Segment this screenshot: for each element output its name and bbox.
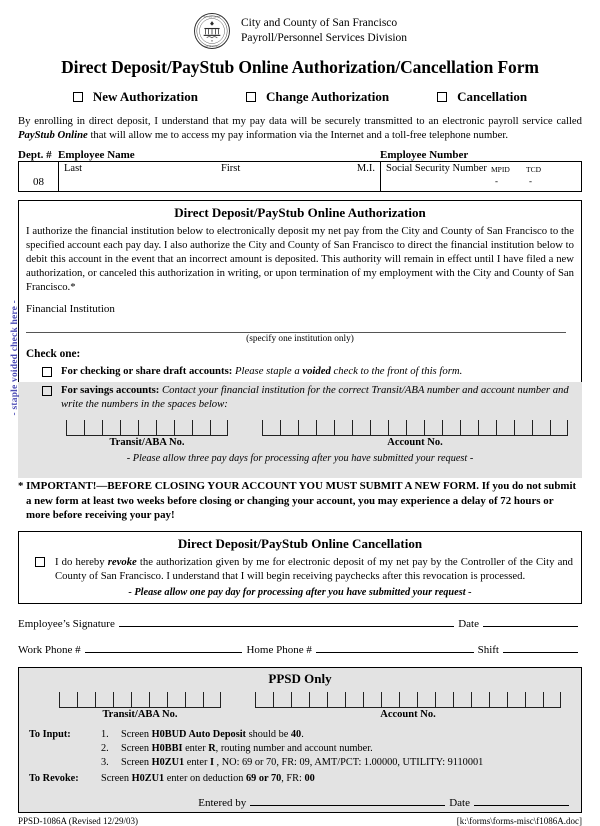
comb-cell[interactable] <box>102 420 120 435</box>
checkbox-label: New Authorization <box>92 89 198 104</box>
transit-aba-group <box>66 420 228 448</box>
work-phone-label: Work Phone # <box>18 643 81 656</box>
step-mid: enter <box>184 757 210 769</box>
financial-institution-block <box>26 303 574 344</box>
city-seal-icon <box>193 12 231 50</box>
comb-cell[interactable] <box>262 420 280 435</box>
checkbox-icon[interactable] <box>73 92 83 102</box>
comb-cell[interactable] <box>381 692 399 707</box>
checkbox-new-authorization[interactable] <box>73 89 198 105</box>
authorization-processing-note: - Please allow three pay days for processing after you have submitted your request - <box>126 453 474 465</box>
phone-row <box>18 641 582 656</box>
comb-cell[interactable] <box>442 420 460 435</box>
entered-by-input[interactable] <box>250 794 445 806</box>
request-type-options <box>18 89 582 105</box>
intro-text-part-1: By enrolling in direct deposit, I understand that my pay data will be securely transmitted to an electronic payroll service called <box>18 115 582 127</box>
cancellation-title: Direct Deposit/PayStub Online Cancellation <box>177 535 423 551</box>
step-post: . <box>301 728 304 740</box>
step-number: 2. <box>101 743 109 754</box>
comb-cell[interactable] <box>113 692 131 707</box>
ppsd-instructions <box>19 728 581 787</box>
comb-cell[interactable] <box>543 692 561 707</box>
ppsd-account-group <box>255 692 561 720</box>
authorization-section <box>18 200 582 471</box>
comb-cell[interactable] <box>167 692 185 707</box>
step-bold-2: I <box>209 757 214 769</box>
home-phone-label: Home Phone # <box>246 643 312 656</box>
comb-cell[interactable] <box>280 420 298 435</box>
shift-input[interactable] <box>503 641 578 653</box>
step-post: , routing number and account number. <box>215 743 373 754</box>
ppsd-title: PPSD Only <box>268 670 332 686</box>
comb-cell[interactable] <box>532 420 550 435</box>
savings-account-text <box>61 384 574 412</box>
step-text <box>121 756 483 770</box>
agency-line-1: City and County of San Francisco <box>240 17 398 30</box>
account-number-label: Account No. <box>387 437 443 449</box>
signature-block <box>18 615 582 656</box>
revoke-bold-2: 69 or 70 <box>246 773 282 785</box>
comb-cell[interactable] <box>489 692 507 707</box>
step-post: , NO: 69 or 70, FR: 09, AMT/PCT: 1.00000, UTILITY: 9110001 <box>213 757 484 769</box>
transit-aba-label: Transit/ABA No. <box>109 437 185 449</box>
ppsd-transit-input[interactable] <box>59 692 221 708</box>
ppsd-comb-row <box>19 692 581 720</box>
comb-cell[interactable] <box>471 692 489 707</box>
form-header <box>18 12 582 50</box>
comb-cell[interactable] <box>316 420 334 435</box>
comb-cell[interactable] <box>507 692 525 707</box>
checking-account-italic-post: check to the front of this form. <box>330 365 463 378</box>
comb-cell[interactable] <box>291 692 309 707</box>
signature-row <box>18 615 582 630</box>
comb-cell[interactable] <box>185 692 203 707</box>
comb-cell[interactable] <box>77 692 95 707</box>
mpid-value: - <box>495 176 498 187</box>
comb-cell[interactable] <box>525 692 543 707</box>
step-mid: should be <box>246 728 291 740</box>
svg-text:SAN FRANCISCO: SAN FRANCISCO <box>204 45 220 48</box>
comb-cell[interactable] <box>192 420 210 435</box>
comb-cell[interactable] <box>514 420 532 435</box>
entered-date-label: Date <box>449 796 470 809</box>
entered-by-label: Entered by <box>198 796 247 809</box>
comb-cell[interactable] <box>334 420 352 435</box>
comb-cell[interactable] <box>478 420 496 435</box>
checkbox-label: Change Authorization <box>265 89 390 104</box>
cancellation-section <box>18 531 582 604</box>
entered-date-input[interactable] <box>474 794 569 806</box>
step-bold-2: R <box>208 743 216 754</box>
comb-cell[interactable] <box>131 692 149 707</box>
to-input-block <box>29 728 573 771</box>
revoke-text-pre: I do hereby <box>55 555 108 568</box>
important-notice: * IMPORTANT!—BEFORE CLOSING YOUR ACCOUNT YOU MUST SUBMIT A NEW FORM. If you do not submit a new form at least two weeks before closing or changing your account, you may experience a delay of 72 hours or more before receiving your pay! <box>18 480 577 522</box>
cancellation-processing-note: - Please allow one pay day for processing after you have submitted your request - <box>128 586 472 598</box>
ppsd-account-input[interactable] <box>255 692 561 708</box>
comb-cell[interactable] <box>174 420 192 435</box>
checking-account-italic-pre: Please staple a <box>234 365 303 378</box>
input-step <box>101 756 573 770</box>
employee-number-header: Employee Number <box>380 149 469 162</box>
checkbox-icon[interactable] <box>246 92 256 102</box>
comb-cell[interactable] <box>388 420 406 435</box>
comb-cell[interactable] <box>120 420 138 435</box>
comb-cell[interactable] <box>550 420 568 435</box>
savings-account-bold: For savings accounts: <box>61 384 160 397</box>
dept-header: Dept. # <box>18 149 52 162</box>
revoke-text <box>101 772 573 786</box>
ppsd-section <box>18 667 582 813</box>
revoke-text-post: the authorization given by me for electronic deposit of my net pay by the Controller of the City and County of San Francisco. I understand that I will begin receiving paychecks after this revocation is processed. <box>55 555 574 582</box>
comb-cell[interactable] <box>255 692 273 707</box>
comb-cell[interactable] <box>138 420 156 435</box>
to-revoke-label: To Revoke: <box>29 773 79 785</box>
step-mid: enter <box>182 743 209 754</box>
revoke-text <box>55 555 573 583</box>
comb-cell[interactable] <box>370 420 388 435</box>
checkbox-change-authorization[interactable] <box>246 89 389 105</box>
checkbox-icon[interactable] <box>437 92 447 102</box>
revoke-pre: Screen <box>101 773 132 785</box>
input-step <box>101 742 573 756</box>
employee-table <box>18 161 582 192</box>
comb-cell[interactable] <box>273 692 291 707</box>
svg-text:CITY AND COUNTY: CITY AND COUNTY <box>203 16 221 19</box>
step-bold-1: H0BBI <box>151 743 183 754</box>
ssn-label: Social Security Number <box>386 163 487 175</box>
step-pre: Screen <box>121 757 152 769</box>
to-revoke-block <box>29 772 573 786</box>
check-one-label: Check one: <box>26 348 81 361</box>
comb-cell[interactable] <box>363 692 381 707</box>
last-name-label: Last <box>64 163 83 175</box>
comb-cell[interactable] <box>345 692 363 707</box>
to-input-label: To Input: <box>29 728 71 740</box>
checkbox-icon[interactable] <box>35 557 45 567</box>
savings-account-italic: Contact your financial institution for the correct Transit/ABA number and account number and write the numbers in the spaces below: <box>61 384 569 411</box>
employee-number-field[interactable] <box>381 162 581 191</box>
comb-cell[interactable] <box>59 692 77 707</box>
comb-cell[interactable] <box>435 692 453 707</box>
employee-signature-label: Employee’s Signature <box>18 617 115 630</box>
comb-cell[interactable] <box>417 692 435 707</box>
comb-cell[interactable] <box>298 420 316 435</box>
revoke-post: , FR: <box>281 773 305 785</box>
ppsd-transit-group <box>59 692 221 720</box>
entered-by-row <box>19 794 581 812</box>
account-number-group <box>262 420 568 448</box>
step-bold-1: H0ZU1 <box>151 757 185 769</box>
comb-cell[interactable] <box>496 420 514 435</box>
signature-date-label: Date <box>458 617 479 630</box>
transit-aba-input[interactable] <box>66 420 228 436</box>
step-number: 3. <box>101 757 109 769</box>
comb-cell[interactable] <box>149 692 167 707</box>
account-number-input[interactable] <box>262 420 568 436</box>
checking-account-bold: For checking or share draft accounts: <box>61 365 233 378</box>
checking-account-text <box>61 365 462 379</box>
intro-paragraph <box>18 114 582 142</box>
comb-cell[interactable] <box>352 420 370 435</box>
checkbox-checking-account[interactable] <box>26 365 574 379</box>
page-footer <box>18 816 582 826</box>
comb-cell[interactable] <box>460 420 478 435</box>
financial-institution-label: Financial Institution <box>26 303 115 316</box>
authorization-title: Direct Deposit/PayStub Online Authorization <box>174 205 426 221</box>
work-phone-input[interactable] <box>85 641 243 653</box>
authorization-body: I authorize the financial institution below to electronically deposit my net pay from the City and County of San Francisco to the specified account each pay day. I also authorize the City and County of San Francisco to direct the financial institution below to debit this account in the event that an incorrect amount is deposited. This authority will remain in effect until I have filed a new authorization, or canceled this authorization in writing, or upon termination of my employment with the City and County of San Francisco.* <box>26 225 574 294</box>
step-text <box>121 742 373 756</box>
revoke-emphasis: revoke <box>107 555 137 568</box>
revoke-bold-3: 00 <box>304 773 315 785</box>
comb-cell[interactable] <box>156 420 174 435</box>
comb-cell[interactable] <box>66 420 84 435</box>
ppsd-transit-label: Transit/ABA No. <box>102 708 178 720</box>
revoke-bold-1: H0ZU1 <box>131 773 165 785</box>
checkbox-label: Cancellation <box>457 89 528 104</box>
comb-cell[interactable] <box>406 420 424 435</box>
step-bold-2: 40 <box>290 728 302 740</box>
employee-table-headers <box>18 149 582 161</box>
tcd-label: TCD <box>526 165 541 175</box>
comb-cell[interactable] <box>95 692 113 707</box>
checkbox-savings-account[interactable] <box>26 384 574 412</box>
step-pre: Screen <box>121 743 152 754</box>
account-comb-row <box>26 420 574 448</box>
financial-institution-input[interactable] <box>26 315 566 333</box>
step-pre: Screen <box>121 728 152 740</box>
comb-cell[interactable] <box>203 692 221 707</box>
signature-date-input[interactable] <box>483 615 578 627</box>
checkbox-icon[interactable] <box>42 386 52 396</box>
input-step <box>101 728 573 742</box>
comb-cell[interactable] <box>424 420 442 435</box>
employee-signature-input[interactable] <box>119 615 454 627</box>
comb-cell[interactable] <box>453 692 471 707</box>
intro-text-part-2: that will allow me to access my pay information via the Internet and a toll-free telephone number. <box>87 129 509 142</box>
checking-account-italic-bold: voided <box>302 365 331 378</box>
page-title: Direct Deposit/PayStub Online Authorization/Cancellation Form <box>61 57 539 77</box>
form-id: PPSD-1086A (Revised 12/29/03) <box>18 815 139 826</box>
comb-cell[interactable] <box>399 692 417 707</box>
tcd-value: - <box>529 176 532 187</box>
dept-field[interactable] <box>19 162 59 191</box>
comb-cell[interactable] <box>327 692 345 707</box>
shift-label: Shift <box>477 643 499 656</box>
intro-emphasis: PayStub Online <box>18 129 88 142</box>
financial-institution-note: (specify one institution only) <box>246 334 354 345</box>
employee-name-field[interactable] <box>59 162 381 191</box>
comb-cell[interactable] <box>210 420 228 435</box>
input-step-list <box>101 728 573 771</box>
agency-line-2: Payroll/Personnel Services Division <box>240 32 408 44</box>
checkbox-revoke[interactable] <box>27 555 573 583</box>
checkbox-cancellation[interactable] <box>437 89 527 105</box>
checkbox-icon[interactable] <box>42 367 52 377</box>
comb-cell[interactable] <box>84 420 102 435</box>
revoke-mid: enter on deduction <box>164 773 246 785</box>
agency-name <box>241 16 407 46</box>
step-number: 1. <box>101 728 109 740</box>
step-bold-1: H0BUD Auto Deposit <box>151 728 246 740</box>
home-phone-input[interactable] <box>316 641 474 653</box>
mpid-label: MPID <box>491 165 510 175</box>
first-name-label: First <box>221 163 241 175</box>
ppsd-account-label: Account No. <box>380 708 436 720</box>
dept-value: 08 <box>33 176 44 189</box>
comb-cell[interactable] <box>309 692 327 707</box>
staple-instruction: - staple voided check here - <box>10 300 20 416</box>
employee-name-header: Employee Name <box>58 149 135 162</box>
step-text <box>121 728 304 742</box>
middle-initial-label: M.I. <box>356 163 375 175</box>
file-path: [k:\forms\forms-misc\f1086A.doc] <box>456 815 582 826</box>
